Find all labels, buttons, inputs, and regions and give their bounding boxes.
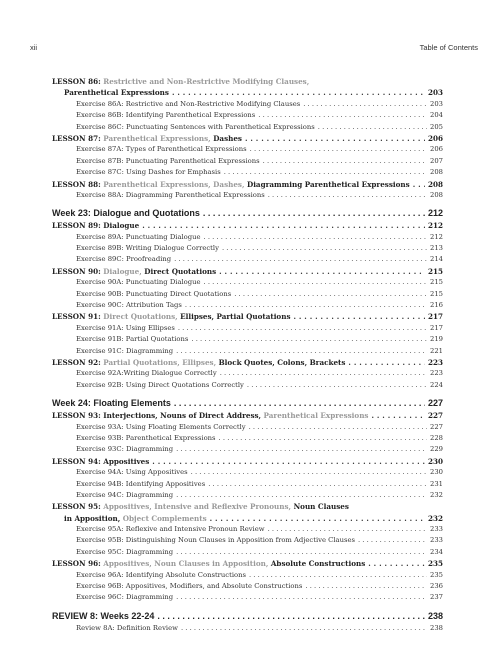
toc-entry-title bbox=[76, 623, 178, 634]
toc-entry-title bbox=[76, 592, 173, 603]
page-number: xii bbox=[30, 43, 38, 52]
toc-page-number: 208 bbox=[430, 168, 443, 177]
dot-leader bbox=[303, 99, 427, 110]
dot-leader bbox=[348, 357, 425, 368]
toc-topic: Exercise 96A: Identifying Absolute Constructions bbox=[76, 570, 246, 579]
toc-topic: LESSON 89: Dialogue bbox=[52, 221, 140, 231]
toc-topic: Exercise 93B: Parenthetical Expressions bbox=[76, 433, 216, 442]
toc-topic: Exercise 91B: Partial Quotations bbox=[76, 335, 189, 344]
toc-entry-title bbox=[76, 289, 231, 300]
dot-leader bbox=[250, 144, 427, 155]
toc-entry-title bbox=[76, 570, 246, 581]
toc-topic: Exercise 94A: Using Appositives bbox=[76, 468, 188, 477]
toc-entry-title bbox=[52, 501, 349, 512]
dot-leader bbox=[294, 311, 425, 322]
toc-entry-title bbox=[52, 266, 216, 277]
toc-entry-title bbox=[76, 346, 173, 357]
toc-exercise-row bbox=[52, 99, 443, 110]
toc-lesson-row bbox=[52, 558, 443, 569]
toc-exercise-row bbox=[52, 144, 443, 155]
toc-page-number: 217 bbox=[430, 323, 443, 332]
toc-page-number: 227 bbox=[427, 411, 443, 421]
toc-page-number: 223 bbox=[430, 369, 443, 378]
toc-page-number: 228 bbox=[430, 433, 443, 442]
toc-exercise-row bbox=[52, 346, 443, 357]
toc-lesson-row bbox=[52, 410, 443, 421]
toc-topic: Exercise 86A: Restrictive and Non-Restrictive Modifying Clauses bbox=[76, 99, 301, 108]
toc-topic: LESSON 94: Appositives bbox=[52, 456, 150, 466]
dot-leader bbox=[174, 254, 427, 265]
dot-leader bbox=[219, 433, 427, 444]
toc-review-topic: Appositives, Noun Clauses in Apposition, bbox=[103, 559, 271, 569]
toc-page-number: 219 bbox=[430, 335, 443, 344]
toc-entry-title bbox=[76, 122, 315, 133]
toc-exercise-row bbox=[52, 334, 443, 345]
toc-entry-title bbox=[52, 396, 171, 410]
dot-leader bbox=[413, 179, 425, 190]
toc-lesson-row bbox=[52, 456, 443, 467]
toc-topic: Parenthetical Expressions bbox=[64, 88, 169, 98]
toc-exercise-row bbox=[52, 243, 443, 254]
toc-review-topic: Parenthetical Expressions, bbox=[103, 133, 214, 143]
toc-page-number: 213 bbox=[430, 244, 443, 253]
toc-page-number: 227 bbox=[430, 422, 443, 431]
toc-entry-title bbox=[76, 167, 221, 178]
toc-page-number: 224 bbox=[430, 380, 443, 389]
toc-entry-title bbox=[76, 433, 216, 444]
toc-exercise-row bbox=[52, 380, 443, 391]
dot-leader bbox=[204, 277, 428, 288]
toc-exercise-row bbox=[52, 570, 443, 581]
toc-page-number: 214 bbox=[430, 255, 443, 264]
toc-page-number: 235 bbox=[430, 570, 443, 579]
toc-entry-title bbox=[76, 467, 188, 478]
dot-leader bbox=[176, 444, 427, 455]
dot-leader bbox=[157, 609, 425, 623]
toc-topic: Exercise 89B: Writing Dialogue Correctly bbox=[76, 244, 219, 253]
toc-exercise-row bbox=[52, 592, 443, 603]
toc-exercise-row bbox=[52, 190, 443, 201]
dot-leader bbox=[176, 490, 427, 501]
dot-leader bbox=[176, 592, 427, 603]
toc-page-number: 233 bbox=[430, 525, 443, 534]
dot-leader bbox=[358, 535, 427, 546]
toc-page-number: 203 bbox=[427, 88, 443, 98]
toc-entry-title bbox=[76, 581, 302, 592]
toc-topic: LESSON 88: bbox=[52, 179, 104, 189]
dot-leader bbox=[185, 300, 427, 311]
running-title: Table of Contents bbox=[419, 43, 478, 52]
toc-topic: LESSON 96: bbox=[52, 559, 104, 569]
toc-entry-title bbox=[76, 422, 246, 433]
toc-exercise-row bbox=[52, 167, 443, 178]
toc-entry-title bbox=[76, 156, 260, 167]
toc-topic: Diagramming Parenthetical Expressions bbox=[246, 179, 410, 189]
toc-entry-title bbox=[52, 133, 242, 144]
toc-page-number: 212 bbox=[427, 221, 443, 231]
toc-entry-title bbox=[76, 300, 182, 311]
toc-topic: Exercise 91A: Using Ellipses bbox=[76, 323, 175, 332]
toc-page-number: 208 bbox=[427, 179, 443, 189]
toc-exercise-row bbox=[52, 524, 443, 535]
toc-page-number: 232 bbox=[430, 490, 443, 499]
dot-leader bbox=[172, 87, 425, 98]
toc-exercise-row bbox=[52, 581, 443, 592]
toc-entry-title bbox=[76, 323, 175, 334]
toc-exercise-row bbox=[52, 623, 443, 634]
toc-topic: Exercise 87B: Punctuating Parenthetical Expressions bbox=[76, 156, 260, 165]
toc-entry-title bbox=[76, 490, 173, 501]
toc-topic: Exercise 95A: Reflexive and Intensive Pronoun Review bbox=[76, 525, 265, 534]
toc-page-number: 235 bbox=[427, 559, 443, 569]
toc-page-number: 232 bbox=[427, 513, 443, 523]
dot-leader bbox=[204, 232, 428, 243]
toc-page-number: 206 bbox=[427, 133, 443, 143]
toc-topic: Exercise 86C: Punctuating Sentences with Parenthetical Expressions bbox=[76, 122, 315, 131]
dot-leader bbox=[181, 623, 427, 634]
toc-exercise-row bbox=[52, 110, 443, 121]
toc-lesson-row bbox=[52, 220, 443, 231]
toc-entry-title bbox=[64, 87, 169, 98]
toc-topic: Exercise 86B: Identifying Parenthetical Expressions bbox=[76, 111, 256, 120]
toc-topic: Exercise 89A: Punctuating Dialogue bbox=[76, 232, 201, 241]
toc-topic: Ellipses, Partial Quotations bbox=[180, 312, 291, 322]
toc-week-row bbox=[52, 206, 443, 220]
toc-exercise-row bbox=[52, 254, 443, 265]
toc-entry-title bbox=[52, 609, 154, 623]
toc-entry-title bbox=[76, 479, 205, 490]
dot-leader bbox=[191, 334, 427, 345]
toc-page-number: 203 bbox=[430, 99, 443, 108]
dot-leader bbox=[263, 156, 427, 167]
toc-topic: Exercise 95C: Diagramming bbox=[76, 547, 174, 556]
toc-topic: Noun Clauses bbox=[293, 502, 349, 512]
toc-entry-title bbox=[52, 456, 149, 467]
dot-leader bbox=[208, 479, 427, 490]
toc-page-number: 223 bbox=[427, 357, 443, 367]
toc-review-topic: Dialogue, bbox=[103, 266, 145, 276]
toc-page-number: 237 bbox=[430, 593, 443, 602]
toc-exercise-row bbox=[52, 323, 443, 334]
dot-leader bbox=[203, 206, 425, 220]
toc-page-number: 215 bbox=[427, 266, 443, 276]
toc-page-number: 238 bbox=[427, 610, 443, 621]
dot-leader bbox=[371, 410, 425, 421]
dot-leader bbox=[220, 368, 427, 379]
toc-entry-title bbox=[76, 190, 265, 201]
toc-topic: Block Quotes, Colons, Brackets bbox=[218, 357, 346, 367]
toc-entry-title bbox=[76, 277, 201, 288]
toc-week-row bbox=[52, 609, 443, 623]
toc-page-number: 236 bbox=[430, 582, 443, 591]
dot-leader bbox=[305, 581, 427, 592]
toc-lesson-row bbox=[52, 357, 443, 368]
dot-leader bbox=[234, 289, 427, 300]
toc-lesson-cont-row bbox=[52, 87, 443, 98]
toc-topic: Week 24: Floating Elements bbox=[52, 398, 171, 409]
dot-leader bbox=[318, 122, 427, 133]
toc-page-number: 230 bbox=[427, 456, 443, 466]
dot-leader bbox=[210, 513, 425, 524]
toc-entry-title bbox=[76, 232, 201, 243]
toc-page-number: 208 bbox=[430, 190, 443, 199]
dot-leader bbox=[222, 243, 427, 254]
toc-entry-title bbox=[76, 99, 300, 110]
toc-review-topic: Parenthetical Expressions, Dashes, bbox=[103, 179, 247, 189]
toc-page-number: 212 bbox=[427, 208, 443, 219]
dot-leader bbox=[191, 467, 427, 478]
toc-page-number: 217 bbox=[427, 312, 443, 322]
toc-topic: Dashes bbox=[213, 133, 242, 143]
toc-page-number: 227 bbox=[427, 398, 443, 409]
toc-exercise-row bbox=[52, 547, 443, 558]
toc-topic: LESSON 90: bbox=[52, 266, 104, 276]
toc-page-number: 215 bbox=[430, 289, 443, 298]
toc-topic: Exercise 89C: Proofreading bbox=[76, 255, 172, 264]
dot-leader bbox=[219, 266, 425, 277]
toc-lesson-row bbox=[52, 311, 443, 322]
toc-entry-title bbox=[76, 524, 265, 535]
toc-lesson-row bbox=[52, 179, 443, 190]
toc-entry-title bbox=[76, 444, 173, 455]
toc-review-topic: Appositives, Intensive and Reflexive Pronouns, bbox=[103, 502, 294, 512]
toc-topic: Exercise 92A:Writing Dialogue Correctly bbox=[76, 369, 217, 378]
toc-exercise-row bbox=[52, 467, 443, 478]
toc-page-number: 212 bbox=[430, 232, 443, 241]
dot-leader bbox=[176, 346, 427, 357]
dot-leader bbox=[224, 167, 427, 178]
dot-leader bbox=[178, 323, 427, 334]
toc-topic: Direct Quotations bbox=[144, 266, 217, 276]
dot-leader bbox=[249, 570, 427, 581]
toc-entry-title bbox=[52, 311, 291, 322]
dot-leader bbox=[258, 110, 427, 121]
toc-exercise-row bbox=[52, 422, 443, 433]
toc-page-number: 229 bbox=[430, 445, 443, 454]
toc-entry-title bbox=[52, 410, 368, 421]
toc-lesson-row bbox=[52, 266, 443, 277]
toc-entry-title bbox=[52, 179, 410, 190]
toc-topic: LESSON 91: bbox=[52, 312, 104, 322]
toc-entry-title bbox=[52, 206, 200, 220]
toc-topic: REVIEW 8: Weeks 22-24 bbox=[52, 610, 155, 621]
toc-topic: Exercise 94B: Identifying Appositives bbox=[76, 479, 206, 488]
toc-page-number: 206 bbox=[430, 145, 443, 154]
dot-leader bbox=[152, 456, 425, 467]
toc-topic: Exercise 90B: Punctuating Direct Quotations bbox=[76, 289, 232, 298]
toc-review-topic: Restrictive and Non-Restrictive Modifying Clauses, bbox=[103, 77, 310, 86]
toc-entry-title bbox=[76, 380, 244, 391]
toc-topic: Exercise 93C: Diagramming bbox=[76, 445, 174, 454]
toc-topic: Exercise 87A: Types of Parenthetical Expressions bbox=[76, 145, 247, 154]
toc-topic: in Apposition, bbox=[64, 513, 123, 523]
dot-leader bbox=[247, 380, 427, 391]
toc-exercise-row bbox=[52, 277, 443, 288]
toc-review-topic: Parenthetical Expressions bbox=[263, 411, 369, 421]
toc-entry-title bbox=[52, 357, 345, 368]
toc-exercise-row bbox=[52, 479, 443, 490]
toc-page-number: 215 bbox=[430, 278, 443, 287]
toc-topic: Exercise 93A: Using Floating Elements Correctly bbox=[76, 422, 246, 431]
toc-week-row bbox=[52, 396, 443, 410]
table-of-contents bbox=[52, 76, 443, 634]
toc-exercise-row bbox=[52, 433, 443, 444]
toc-page-number: 233 bbox=[430, 536, 443, 545]
toc-topic: LESSON 92: bbox=[52, 357, 104, 367]
toc-entry-title bbox=[76, 368, 217, 379]
toc-page-number: 234 bbox=[430, 547, 443, 556]
toc-exercise-row bbox=[52, 490, 443, 501]
toc-exercise-row bbox=[52, 232, 443, 243]
toc-entry-title bbox=[76, 535, 355, 546]
toc-entry-title bbox=[64, 513, 207, 524]
toc-topic: Exercise 95B: Distinguishing Noun Clauses in Apposition from Adjective Clauses bbox=[76, 536, 355, 545]
toc-exercise-row bbox=[52, 535, 443, 546]
toc-topic: Exercise 94C: Diagramming bbox=[76, 490, 174, 499]
toc-entry-title bbox=[76, 110, 255, 121]
dot-leader bbox=[174, 396, 425, 410]
toc-exercise-row bbox=[52, 368, 443, 379]
toc-exercise-row bbox=[52, 300, 443, 311]
toc-topic: LESSON 93: Interjections, Nouns of Direct Address, bbox=[52, 411, 264, 421]
toc-topic: Exercise 96C: Diagramming bbox=[76, 593, 174, 602]
toc-page-number: 216 bbox=[430, 301, 443, 310]
toc-topic: Exercise 96B: Appositives, Modifiers, and Absolute Constructions bbox=[76, 582, 303, 591]
toc-exercise-row bbox=[52, 444, 443, 455]
toc-page-number: 221 bbox=[430, 346, 443, 355]
toc-review-topic: Direct Quotations, bbox=[103, 312, 181, 322]
toc-review-topic: Partial Quotations, Ellipses, bbox=[103, 357, 219, 367]
toc-lesson-row bbox=[52, 501, 443, 512]
toc-exercise-row bbox=[52, 289, 443, 300]
toc-topic: LESSON 86: bbox=[52, 77, 104, 86]
toc-topic: Absolute Constructions bbox=[270, 559, 366, 569]
toc-page-number: 238 bbox=[430, 623, 443, 632]
toc-entry-title bbox=[76, 243, 219, 254]
toc-page-number: 205 bbox=[430, 122, 443, 131]
toc-topic: LESSON 95: bbox=[52, 502, 104, 512]
toc-topic: Exercise 88A: Diagramming Parenthetical Expressions bbox=[76, 190, 265, 199]
toc-page-number: 204 bbox=[430, 111, 443, 120]
toc-page-number: 231 bbox=[430, 479, 443, 488]
toc-entry-title bbox=[52, 76, 309, 87]
toc-entry-title bbox=[52, 558, 365, 569]
toc-entry-title bbox=[76, 547, 173, 558]
toc-page-number: 230 bbox=[430, 468, 443, 477]
dot-leader bbox=[245, 133, 425, 144]
dot-leader bbox=[249, 422, 427, 433]
toc-topic: Exercise 91C: Diagramming bbox=[76, 346, 174, 355]
dot-leader bbox=[268, 190, 427, 201]
toc-topic: Exercise 87C: Using Dashes for Emphasis bbox=[76, 168, 221, 177]
toc-exercise-row bbox=[52, 122, 443, 133]
toc-page-number: 207 bbox=[430, 156, 443, 165]
toc-topic: LESSON 87: bbox=[52, 133, 104, 143]
dot-leader bbox=[368, 558, 425, 569]
toc-entry-title bbox=[76, 254, 171, 265]
toc-lesson-cont-row bbox=[52, 513, 443, 524]
toc-entry-title bbox=[76, 144, 247, 155]
toc-topic: Exercise 92B: Using Direct Quotations Correctly bbox=[76, 380, 244, 389]
dot-leader bbox=[176, 547, 427, 558]
toc-lesson-row bbox=[52, 133, 443, 144]
toc-review-topic: Object Complements bbox=[122, 513, 207, 523]
dot-leader bbox=[142, 220, 425, 231]
toc-lesson-row bbox=[52, 76, 443, 87]
toc-topic: Exercise 90A: Punctuating Dialogue bbox=[76, 278, 201, 287]
toc-topic: Week 23: Dialogue and Quotations bbox=[52, 208, 200, 219]
toc-topic: Review 8A: Definition Review bbox=[76, 623, 178, 632]
toc-topic: Exercise 90C: Attribution Tags bbox=[76, 301, 182, 310]
toc-entry-title bbox=[52, 220, 139, 231]
toc-exercise-row bbox=[52, 156, 443, 167]
toc-entry-title bbox=[76, 334, 188, 345]
dot-leader bbox=[268, 524, 427, 535]
